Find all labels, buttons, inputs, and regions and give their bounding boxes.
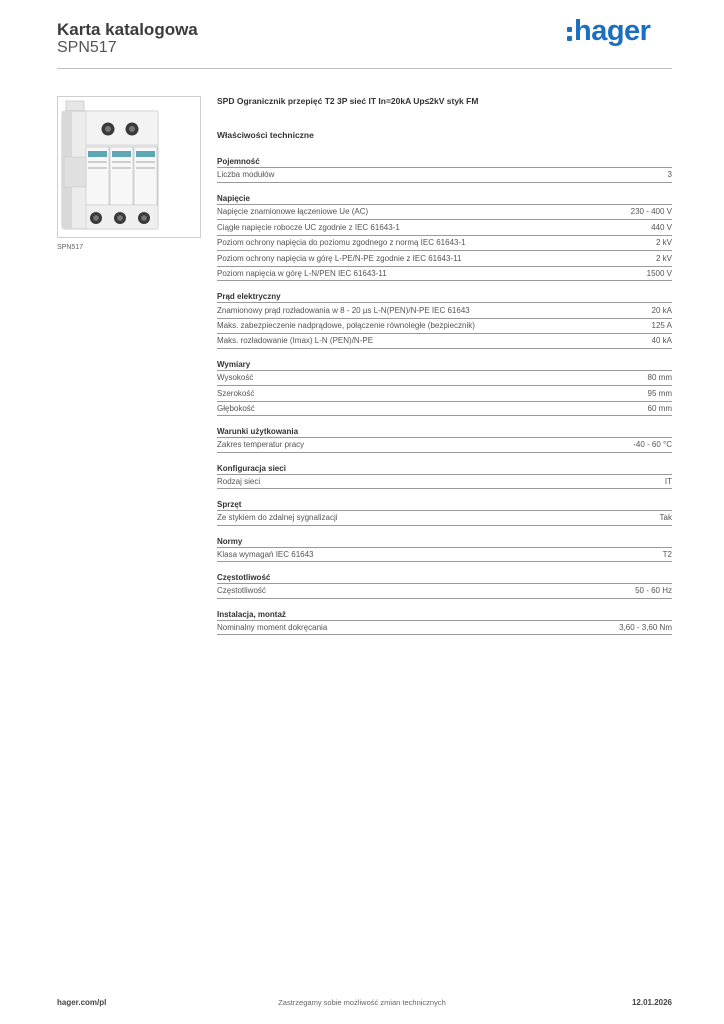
spec-value: 230 - 400 V — [630, 207, 672, 217]
spec-rows — [217, 510, 672, 526]
spec-label: Maks. rozładowanie (Imax) L-N (PEN)/N-PE — [217, 336, 374, 346]
spec-label: Częstotliwość — [217, 586, 266, 596]
spec-value: 50 - 60 Hz — [635, 586, 672, 596]
spec-row — [217, 302, 672, 318]
spec-value: 80 mm — [647, 373, 672, 383]
spec-group — [217, 536, 672, 563]
spec-label: Zakres temperatur pracy — [217, 440, 305, 450]
spec-value: 2 kV — [655, 238, 672, 248]
spec-rows — [217, 302, 672, 349]
spec-label: Poziom napięcia w górę L-N/PEN IEC 61643-11 — [217, 268, 387, 278]
spec-value: 3,60 - 3,60 Nm — [619, 622, 672, 632]
spec-group-title: Wymiary — [217, 359, 251, 369]
spec-rows — [217, 474, 672, 490]
spec-label: Ze stykiem do zdalnej sygnalizacji — [217, 513, 338, 523]
spec-group-title: Napięcie — [217, 193, 250, 203]
document-title: Karta katalogowa — [57, 20, 198, 39]
spec-group-title: Pojemność — [217, 157, 260, 166]
footer-disclaimer: Zastrzegamy sobie możliwość zmian technicznych — [278, 998, 446, 1007]
logo-dots-icon — [567, 27, 572, 41]
spec-label: Znamionowy prąd rozładowania w 8 - 20 µs L-N(PEN)/N-PE IEC 61643 — [217, 305, 470, 315]
product-image — [57, 96, 201, 238]
spec-group — [217, 572, 672, 599]
spec-row — [217, 318, 672, 334]
spec-group — [217, 463, 672, 490]
spec-label: Poziom ochrony napięcia w górę L-PE/N-PE zgodnie z IEC 61643-11 — [217, 253, 462, 263]
spec-group — [217, 193, 672, 282]
technical-properties-heading: Właściwości techniczne — [217, 130, 314, 140]
spec-value: T2 — [662, 549, 672, 559]
spec-group — [217, 426, 672, 453]
spec-rows — [217, 583, 672, 599]
spec-rows — [217, 620, 672, 636]
spec-label: Nominalny moment dokręcania — [217, 622, 328, 632]
spec-value: 440 V — [651, 222, 672, 232]
spec-row — [217, 235, 672, 251]
spec-group-title: Prąd elektryczny — [217, 292, 281, 301]
spec-row — [217, 333, 672, 349]
spec-label: Maks. zabezpieczenie nadprądowe, połączenie równoległe (bezpiecznik) — [217, 321, 475, 331]
spec-value: 1500 V — [646, 268, 672, 278]
surge-protector-illustration — [58, 97, 200, 237]
spec-value: -40 - 60 °C — [633, 440, 672, 450]
spec-row — [217, 583, 672, 599]
spec-row — [217, 204, 672, 220]
logo-text: hager — [574, 14, 651, 47]
spec-label: Klasa wymagań IEC 61643 — [217, 549, 314, 559]
hager-logo — [567, 14, 650, 48]
specifications-table — [217, 156, 672, 645]
footer-date: 12.01.2026 — [631, 998, 672, 1007]
product-name: SPD Ogranicznik przepięć T2 3P sieć IT In=20kA Up≤2kV styk FM — [217, 96, 479, 106]
spec-row — [217, 219, 672, 235]
spec-group-title: Instalacja, montaż — [217, 609, 286, 619]
spec-group — [217, 609, 672, 636]
spec-label: Głębokość — [217, 403, 255, 413]
spec-row — [217, 474, 672, 490]
product-image-caption: SPN517 — [57, 244, 84, 251]
spec-value: IT — [664, 476, 672, 486]
spec-label: Wysokość — [217, 373, 254, 383]
spec-value: 40 kA — [651, 336, 672, 346]
spec-value: 20 kA — [651, 305, 672, 315]
spec-group-title: Sprzęt — [217, 500, 242, 509]
spec-group — [217, 359, 672, 417]
spec-group — [217, 499, 672, 526]
product-code: SPN517 — [57, 39, 117, 56]
spec-row — [217, 437, 672, 453]
spec-label: Napięcie znamionowe łączeniowe Ue (AC) — [217, 207, 369, 217]
footer-website: hager.com/pl — [57, 998, 107, 1007]
spec-row — [217, 370, 672, 386]
spec-value: 3 — [667, 170, 672, 180]
spec-value: 2 kV — [655, 253, 672, 263]
spec-value: Tak — [659, 513, 672, 523]
spec-row — [217, 385, 672, 401]
spec-row — [217, 167, 672, 183]
spec-group-title: Częstotliwość — [217, 573, 271, 582]
spec-value: 60 mm — [647, 403, 672, 413]
spec-group-title: Konfiguracja sieci — [217, 463, 286, 473]
spec-group — [217, 156, 672, 183]
spec-label: Szerokość — [217, 388, 255, 398]
spec-value: 95 mm — [647, 388, 672, 398]
spec-row — [217, 266, 672, 282]
spec-rows — [217, 547, 672, 563]
spec-label: Rodzaj sieci — [217, 476, 261, 486]
spec-rows — [217, 437, 672, 453]
spec-row — [217, 401, 672, 417]
spec-rows — [217, 167, 672, 183]
spec-value: 125 A — [651, 321, 672, 331]
spec-group — [217, 291, 672, 349]
header-divider — [57, 68, 672, 69]
spec-row — [217, 250, 672, 266]
spec-row — [217, 510, 672, 526]
spec-label: Liczba modułów — [217, 170, 275, 180]
spec-label: Poziom ochrony napięcia do poziomu zgodnego z normą IEC 61643-1 — [217, 238, 466, 248]
spec-rows — [217, 204, 672, 282]
spec-rows — [217, 370, 672, 417]
spec-label: Ciągłe napięcie robocze UC zgodnie z IEC 61643-1 — [217, 222, 400, 232]
spec-row — [217, 620, 672, 636]
spec-group-title: Normy — [217, 536, 243, 546]
spec-row — [217, 547, 672, 563]
spec-group-title: Warunki użytkowania — [217, 427, 299, 436]
